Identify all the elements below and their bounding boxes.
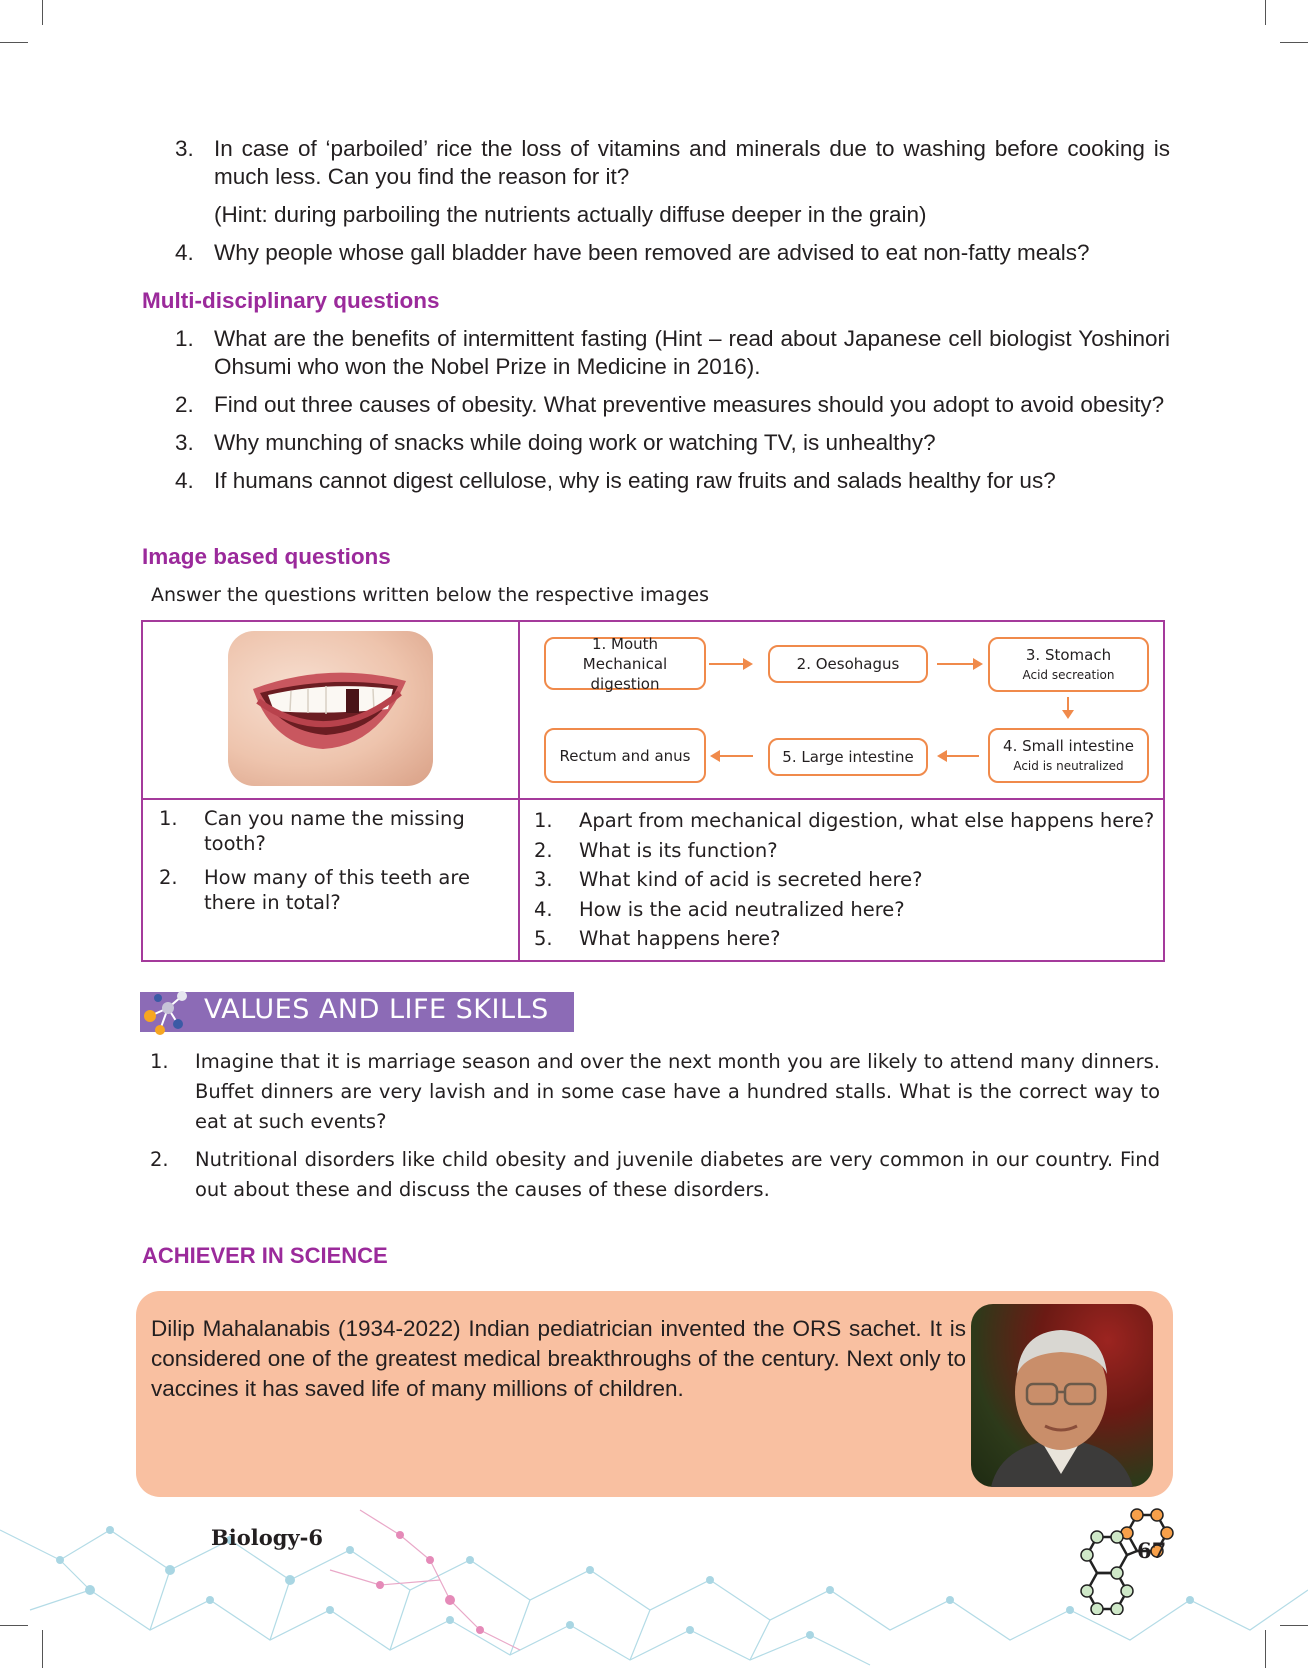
list-item: 1. Apart from mechanical digestion, what else happens here? bbox=[534, 809, 1155, 832]
portrait-photo bbox=[971, 1304, 1153, 1487]
crop-mark bbox=[1280, 42, 1308, 43]
flow-arrow bbox=[937, 663, 977, 665]
smile-illustration bbox=[228, 631, 433, 786]
flow-box-small-intestine: 4. Small intestine Acid is neutralized bbox=[988, 728, 1149, 783]
list-item: 3. In case of ‘parboiled’ rice the loss of vitamins and minerals due to washing before cooking is much less. Can you find the reason for it? bbox=[175, 136, 1170, 189]
arrow-head-icon bbox=[973, 658, 983, 670]
book-title: Biology-6 bbox=[211, 1525, 323, 1550]
image-based-intro: Answer the questions written below the respective images bbox=[151, 584, 709, 606]
multidisciplinary-heading: Multi-disciplinary questions bbox=[142, 288, 440, 313]
image-questions-table bbox=[141, 620, 1165, 962]
list-item: 3. Why munching of snacks while doing work or watching TV, is unhealthy? bbox=[175, 430, 936, 455]
arrow-head-icon bbox=[743, 658, 753, 670]
flow-arrow bbox=[1067, 697, 1069, 711]
list-item: 2. What is its function? bbox=[534, 838, 778, 862]
achiever-text: Dilip Mahalanabis (1934-2022) Indian pediatrician invented the ORS sachet. It is considered one of the greatest medical breakthroughs of the century. Next only to vaccines it has saved life of many millions of children. bbox=[151, 1316, 966, 1401]
page-number: 67 bbox=[1137, 1538, 1167, 1563]
crop-mark bbox=[1265, 0, 1266, 25]
molecule-icon bbox=[138, 986, 198, 1038]
crop-mark bbox=[0, 42, 28, 43]
right-questions bbox=[534, 806, 1164, 954]
list-item: 2. How many of this teeth are there in total? bbox=[159, 866, 470, 914]
values-title: VALUES AND LIFE SKILLS bbox=[204, 994, 549, 1025]
table-divider bbox=[518, 622, 520, 960]
table-divider bbox=[143, 798, 1163, 800]
flow-box-stomach: 3. Stomach Acid secreation bbox=[988, 637, 1149, 692]
arrow-head-icon bbox=[710, 750, 720, 762]
list-item: 4. Why people whose gall bladder have been removed are advised to eat non-fatty meals? bbox=[175, 240, 1090, 265]
list-item: 4. If humans cannot digest cellulose, why is eating raw fruits and salads healthy for us? bbox=[175, 468, 1056, 493]
values-banner bbox=[140, 992, 574, 1032]
flow-box-mouth: 1. Mouth Mechanical digestion bbox=[544, 637, 706, 690]
list-item: 3. What kind of acid is secreted here? bbox=[534, 868, 923, 891]
hint-text: (Hint: during parboiling the nutrients actually diffuse deeper in the grain) bbox=[214, 202, 927, 227]
list-item: 2. Find out three causes of obesity. What preventive measures should you adopt to avoid obesity? bbox=[175, 392, 1165, 417]
list-item: 4. How is the acid neutralized here? bbox=[534, 897, 905, 921]
values-list bbox=[150, 1047, 1160, 1213]
list-item: 1. Can you name the missing tooth? bbox=[159, 807, 465, 855]
continuation-questions bbox=[170, 135, 1170, 277]
multidisciplinary-list bbox=[170, 325, 1170, 505]
list-item: 1. Imagine that it is marriage season and over the next month you are likely to attend many dinners. Buffet dinners are very lavish and in some case have a hundred stalls. What is the correct way to eat at such events? bbox=[150, 1050, 1160, 1133]
arrow-head-icon bbox=[937, 750, 947, 762]
flow-box-rectum: Rectum and anus bbox=[544, 728, 706, 783]
list-item: 5. What happens here? bbox=[534, 927, 781, 950]
image-based-heading: Image based questions bbox=[142, 544, 391, 569]
achiever-box bbox=[136, 1291, 1173, 1497]
achiever-heading: ACHIEVER IN SCIENCE bbox=[142, 1243, 388, 1268]
list-item: 2. Nutritional disorders like child obesity and juvenile diabetes are very common in our country. Find out about these and discuss the causes of these disorders. bbox=[150, 1148, 1160, 1201]
portrait-illustration bbox=[971, 1304, 1153, 1487]
left-questions bbox=[159, 806, 479, 915]
hexagon-decoration bbox=[1052, 1505, 1192, 1615]
flow-box-oesophagus: 2. Oesohagus bbox=[768, 645, 928, 683]
arrow-head-icon bbox=[1062, 710, 1074, 719]
smile-missing-tooth-image bbox=[228, 631, 433, 786]
flow-box-large-intestine: 5. Large intestine bbox=[768, 738, 928, 776]
crop-mark bbox=[42, 0, 43, 25]
list-item: 1. What are the benefits of intermittent fasting (Hint – read about Japanese cell biologist Yoshinori Ohsumi who won the Nobel Prize in Medicine in 2016). bbox=[175, 326, 1170, 379]
